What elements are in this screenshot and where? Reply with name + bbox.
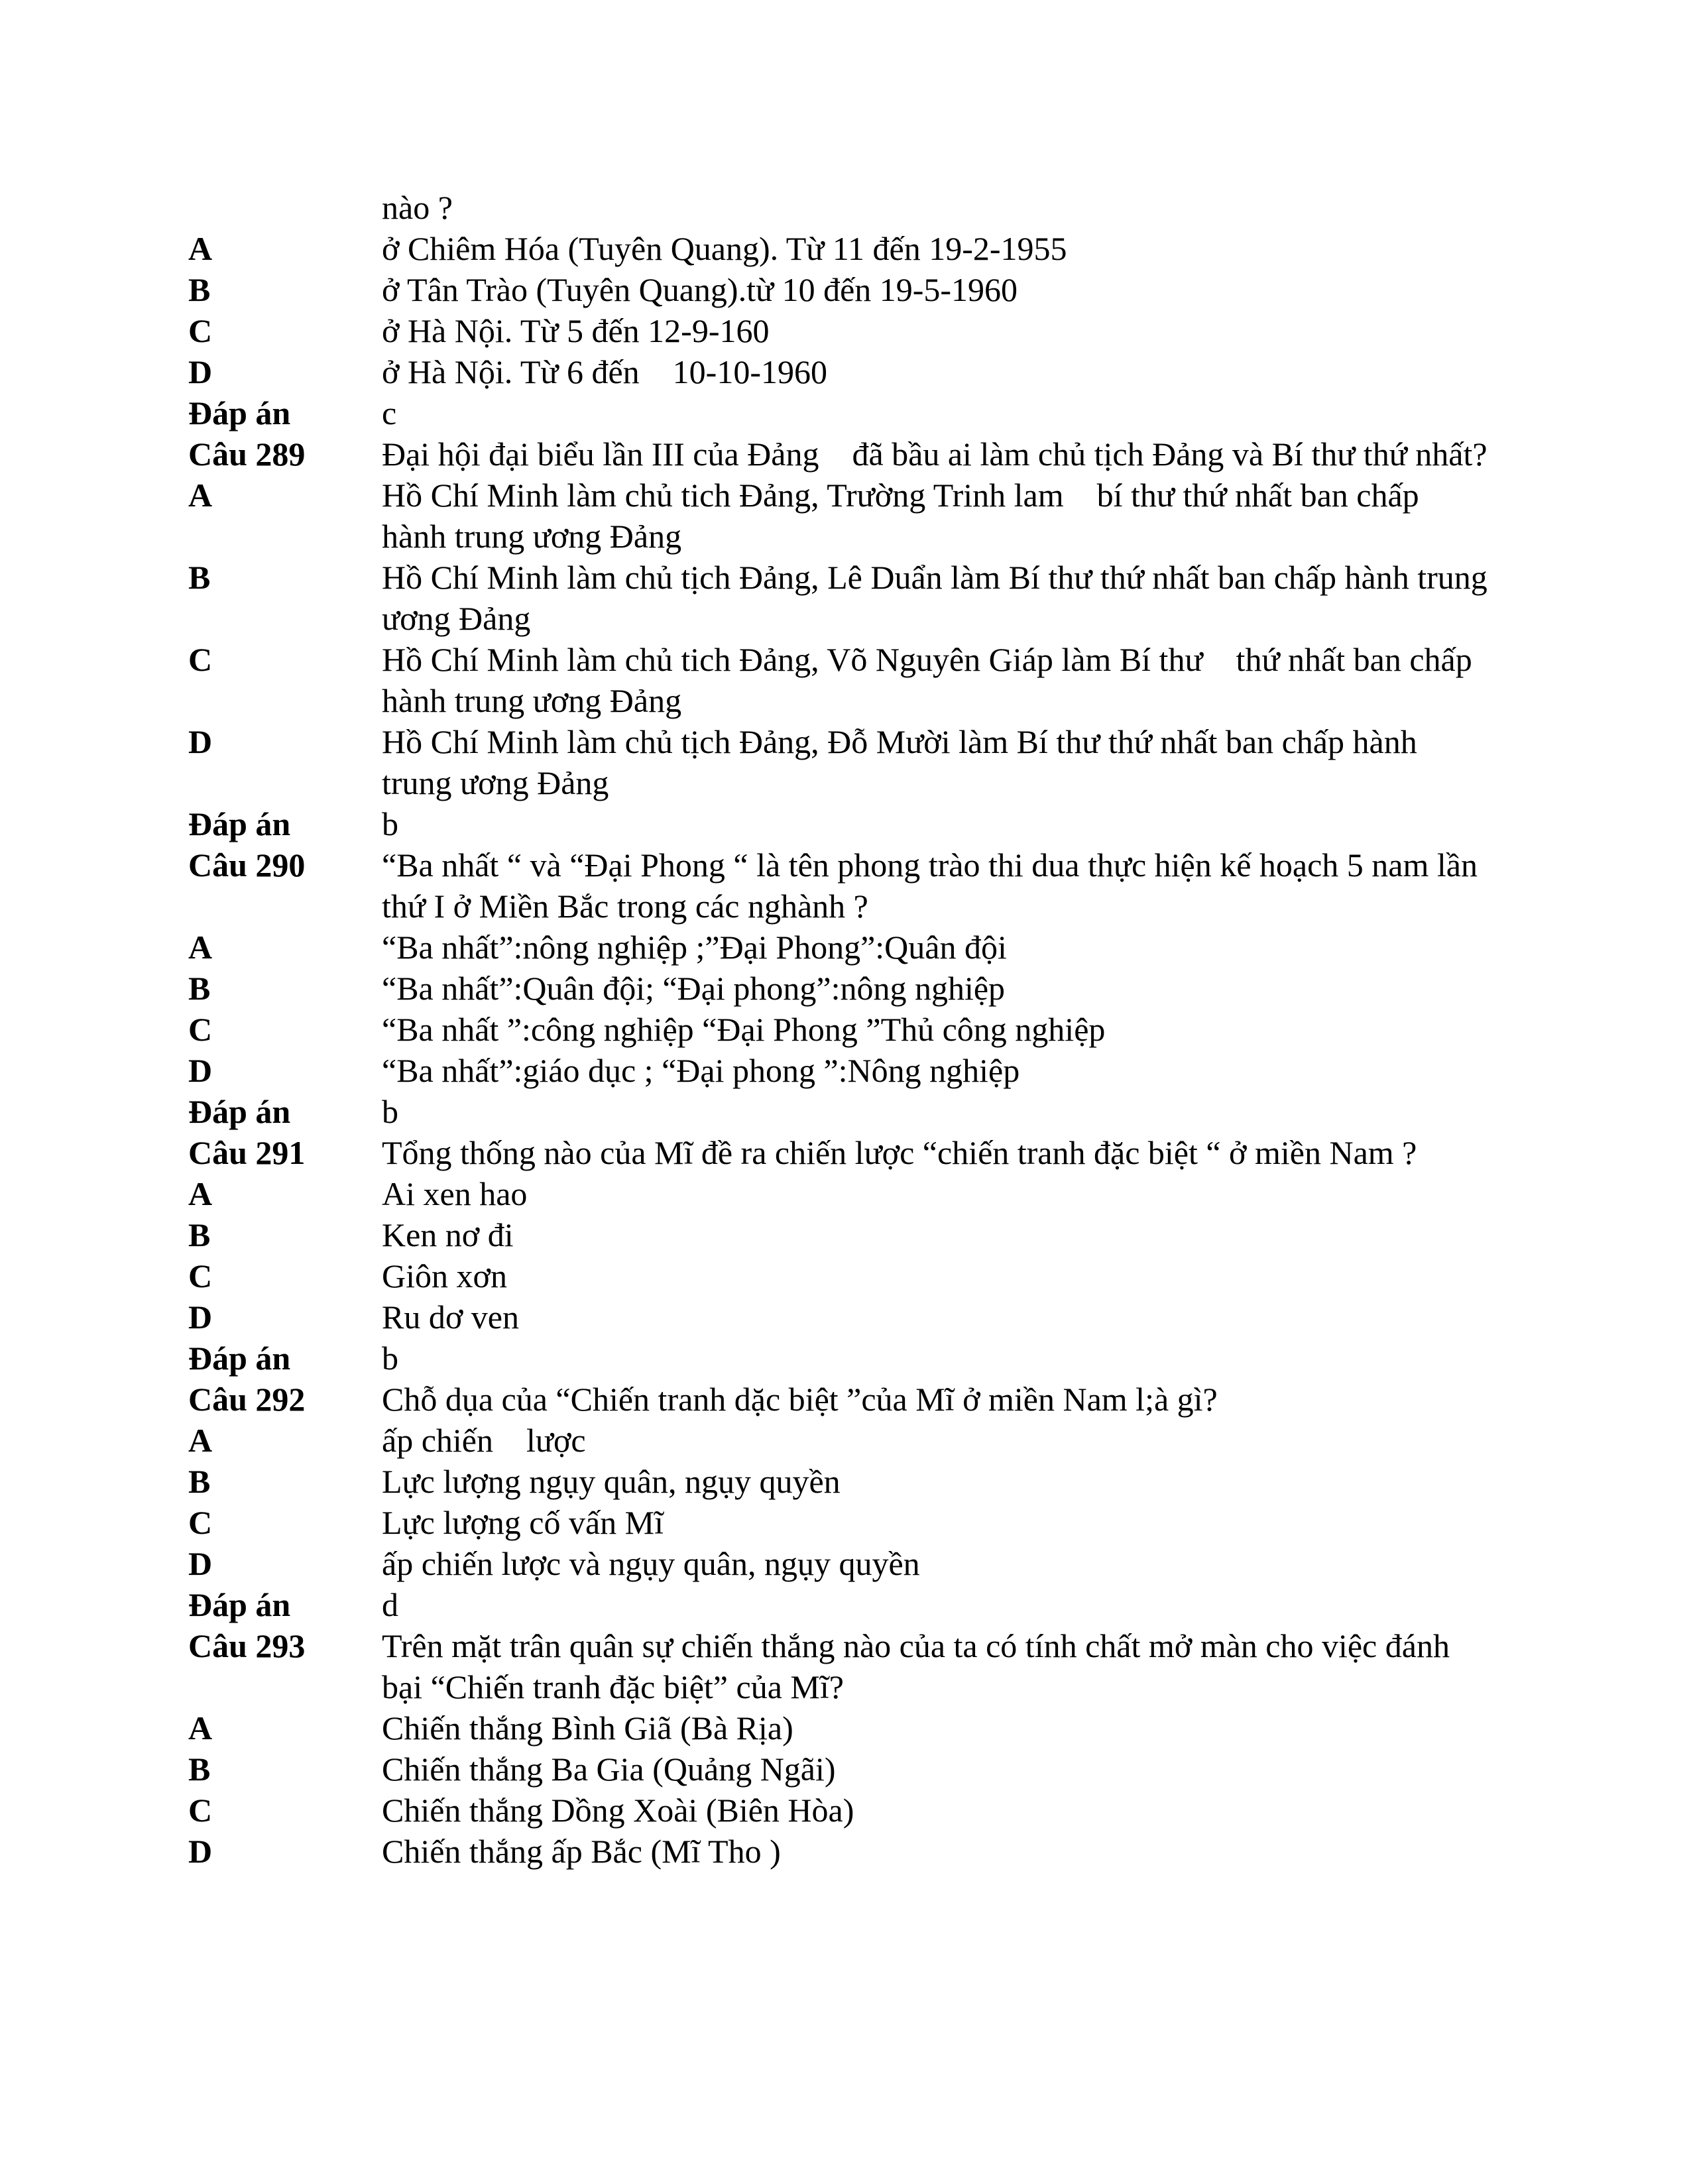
row-text: Đại hội đại biểu lần III của Đảng đã bầu ai làm chủ tịch Đảng và Bí thư thứ nhất?: [382, 435, 1487, 473]
quiz-row: [188, 1296, 1514, 1338]
row-label: D: [188, 1545, 213, 1582]
quiz-row: [188, 1173, 1514, 1214]
row-text: Hồ Chí Minh làm chủ tịch Đảng, Lê Duẩn làm Bí thư thứ nhất ban chấp hành trung ương Đảng: [382, 559, 1496, 637]
quiz-row: [188, 803, 1514, 844]
quiz-row: [188, 1050, 1514, 1091]
row-label: A: [188, 230, 213, 267]
row-text: Tổng thống nào của Mĩ đề ra chiến lược “chiến tranh đặc biệt “ ở miền Nam ?: [382, 1134, 1417, 1171]
quiz-row: [188, 1461, 1514, 1502]
row-text: c: [382, 394, 397, 431]
row-label: Câu 293: [188, 1627, 306, 1664]
row-label: A: [188, 1709, 213, 1747]
row-text: Ken nơ đi: [382, 1216, 514, 1253]
row-label: Đáp án: [188, 394, 291, 431]
row-text: Lực lượng cố vấn Mĩ: [382, 1504, 664, 1541]
quiz-row: [188, 187, 1514, 228]
row-text: Lực lượng ngụy quân, ngụy quyền: [382, 1463, 841, 1500]
row-label: B: [188, 1216, 211, 1253]
quiz-row: [188, 968, 1514, 1009]
quiz-row: [188, 433, 1514, 475]
row-text: nào ?: [382, 189, 453, 226]
row-text: “Ba nhất”:nông nghiệp ;”Đại Phong”:Quân đội: [382, 929, 1007, 966]
row-label: C: [188, 641, 213, 678]
row-label: A: [188, 929, 213, 966]
row-label: Đáp án: [188, 805, 291, 842]
row-text: Hồ Chí Minh làm chủ tịch Đảng, Đỗ Mười làm Bí thư thứ nhất ban chấp hành trung ương Đảng: [382, 723, 1426, 801]
quiz-row: [188, 1255, 1514, 1296]
quiz-row: [188, 844, 1514, 927]
row-label: Đáp án: [188, 1340, 291, 1377]
row-label: Câu 289: [188, 435, 306, 473]
row-text: b: [382, 805, 398, 842]
row-text: Ai xen hao: [382, 1175, 528, 1212]
row-text: ở Hà Nội. Từ 6 đến 10-10-1960: [382, 353, 827, 390]
quiz-row: [188, 475, 1514, 557]
quiz-row: [188, 1420, 1514, 1461]
quiz-row: [188, 351, 1514, 392]
row-text: Hồ Chí Minh làm chủ tich Đảng, Trường Trinh lam bí thư thứ nhất ban chấp hành trung ương Đảng: [382, 477, 1428, 555]
row-text: ở Hà Nội. Từ 5 đến 12-9-160: [382, 312, 770, 349]
row-text: b: [382, 1340, 398, 1377]
quiz-row: [188, 1214, 1514, 1255]
quiz-row: [188, 1831, 1514, 1872]
row-text: Chiến thắng Bình Giã (Bà Rịa): [382, 1709, 793, 1747]
quiz-row: [188, 1379, 1514, 1420]
row-label: C: [188, 1011, 213, 1048]
quiz-sheet: [188, 187, 1514, 1872]
row-label: D: [188, 1052, 213, 1089]
row-label: Đáp án: [188, 1093, 291, 1130]
row-label: B: [188, 1463, 211, 1500]
quiz-row: [188, 1009, 1514, 1050]
row-text: Ru dơ ven: [382, 1298, 519, 1336]
row-label: Câu 290: [188, 846, 306, 884]
row-label: D: [188, 353, 213, 390]
quiz-row: [188, 639, 1514, 721]
row-label: A: [188, 477, 213, 514]
row-text: ấp chiến lược: [382, 1422, 586, 1459]
quiz-row: [188, 228, 1514, 269]
row-text: ở Tân Trào (Tuyên Quang).từ 10 đến 19-5-1960: [382, 271, 1018, 308]
row-label: C: [188, 1257, 213, 1294]
row-label: A: [188, 1175, 213, 1212]
quiz-row: [188, 310, 1514, 351]
row-text: “Ba nhất ”:công nghiệp “Đại Phong ”Thủ công nghiệp: [382, 1011, 1106, 1048]
quiz-row: [188, 1132, 1514, 1173]
row-text: Hồ Chí Minh làm chủ tich Đảng, Võ Nguyên Giáp làm Bí thư thứ nhất ban chấp hành trung ương Đảng: [382, 641, 1481, 719]
row-text: Chỗ dụa của “Chiến tranh dặc biệt ”của Mĩ ở miền Nam l;à gì?: [382, 1381, 1218, 1418]
row-text: Chiến thắng ấp Bắc (Mĩ Tho ): [382, 1833, 781, 1870]
row-label: Đáp án: [188, 1586, 291, 1623]
row-text: b: [382, 1093, 398, 1130]
row-label: A: [188, 1422, 213, 1459]
row-text: Chiến thắng Dồng Xoài (Biên Hòa): [382, 1792, 854, 1829]
quiz-row: [188, 1707, 1514, 1749]
row-label: C: [188, 1792, 213, 1829]
row-text: “Ba nhất”:giáo dục ; “Đại phong ”:Nông nghiệp: [382, 1052, 1020, 1089]
row-text: ở Chiêm Hóa (Tuyên Quang). Từ 11 đến 19-2-1955: [382, 230, 1067, 267]
row-label: D: [188, 1298, 213, 1336]
quiz-row: [188, 927, 1514, 968]
row-text: Trên mặt trân quân sự chiến thắng nào của ta có tính chất mở màn cho việc đánh bại “Chiến tranh đặc biệt” của Mĩ?: [382, 1627, 1458, 1705]
quiz-row: [188, 1625, 1514, 1707]
row-label: D: [188, 723, 213, 760]
row-label: C: [188, 1504, 213, 1541]
row-text: Giôn xơn: [382, 1257, 507, 1294]
quiz-row: [188, 1790, 1514, 1831]
quiz-row: [188, 721, 1514, 803]
quiz-row: [188, 269, 1514, 310]
quiz-row: [188, 1091, 1514, 1132]
row-label: D: [188, 1833, 213, 1870]
row-label: B: [188, 559, 211, 596]
row-label: C: [188, 312, 213, 349]
quiz-row: [188, 557, 1514, 639]
quiz-row: [188, 1584, 1514, 1625]
quiz-row: [188, 392, 1514, 433]
row-label: Câu 291: [188, 1134, 306, 1171]
row-text: “Ba nhất”:Quân đội; “Đại phong”:nông nghiệp: [382, 970, 1006, 1007]
quiz-row: [188, 1338, 1514, 1379]
row-text: d: [382, 1586, 398, 1623]
row-text: “Ba nhất “ và “Đại Phong “ là tên phong trào thi dua thực hiện kế hoạch 5 nam lần thứ I ở Miền Bắc trong các nghành ?: [382, 846, 1486, 925]
quiz-row: [188, 1502, 1514, 1543]
row-label: B: [188, 970, 211, 1007]
row-label: B: [188, 1751, 211, 1788]
row-text: Chiến thắng Ba Gia (Quảng Ngãi): [382, 1751, 836, 1788]
quiz-row: [188, 1543, 1514, 1584]
quiz-row: [188, 1749, 1514, 1790]
row-label: Câu 292: [188, 1381, 306, 1418]
row-label: B: [188, 271, 211, 308]
row-text: ấp chiến lược và ngụy quân, ngụy quyền: [382, 1545, 920, 1582]
